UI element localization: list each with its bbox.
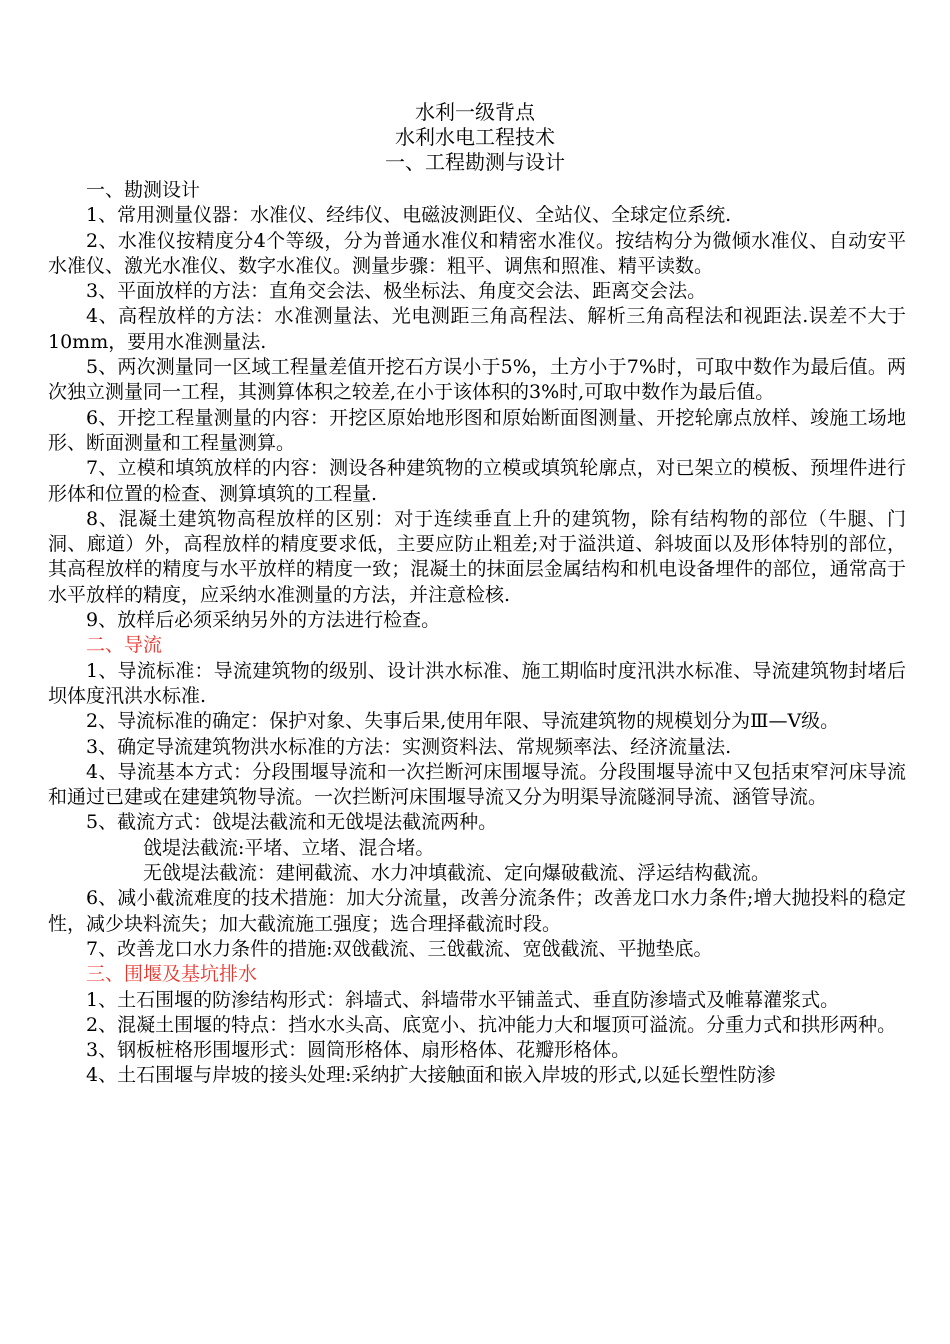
paragraph: 2、混凝土围堰的特点：挡水水头高、底宽小、抗冲能力大和堰顶可溢流。分重力式和拱形两种。 bbox=[86, 1013, 897, 1036]
paragraph: 7、改善龙口水力条件的措施:双戗截流、三戗截流、宽戗截流、平抛垫底。 bbox=[86, 937, 713, 960]
paragraph: 4、导流基本方式：分段围堰导流和一次拦断河床围堰导流。分段围堰导流中又包括束窄河床导流和通过已建或在建建筑物导流。一次拦断河床围堰导流又分为明渠导流隧洞导流、涵管导流。 bbox=[48, 760, 906, 809]
paragraph: 6、减小截流难度的技术措施：加大分流量，改善分流条件；改善龙口水力条件;增大抛投料的稳定性，减少块料流失；加大截流施工强度；选合理择截流时段。 bbox=[48, 887, 906, 935]
paragraph: 5、截流方式：戗堤法截流和无戗堤法截流两种。 bbox=[86, 811, 498, 834]
paragraph: 4、高程放样的方法：水准测量法、光电测距三角高程法、解析三角高程法和视距法.误差不大于10mm，要用水准测量法. bbox=[48, 305, 906, 353]
paragraph: 3、平面放样的方法：直角交会法、极坐标法、角度交会法、距离交会法。 bbox=[86, 280, 707, 303]
paragraph: 3、确定导流建筑物洪水标准的方法：实测资料法、常规频率法、经济流量法. bbox=[86, 735, 732, 758]
paragraph: 1、导流标准：导流建筑物的级别、设计洪水标准、施工期临时度汛洪水标准、导流建筑物封堵后坝体度汛洪水标准. bbox=[48, 659, 906, 707]
doc-title: 水利一级背点 bbox=[415, 100, 535, 124]
paragraph: 3、钢板桩格形围堰形式：圆筒形格体、扇形格体、花瓣形格体。 bbox=[86, 1039, 631, 1062]
paragraph: 1、常用测量仪器：水准仪、经纬仪、电磁波测距仪、全站仪、全球定位系统. bbox=[86, 204, 732, 227]
section-heading-survey: 一、勘测设计 bbox=[86, 179, 201, 201]
section-heading-diversion: 二、导流 bbox=[86, 634, 163, 657]
paragraph: 1、土石围堰的防渗结构形式：斜墙式、斜墙带水平铺盖式、垂直防渗墙式及帷幕灌浆式。 bbox=[86, 988, 840, 1011]
sub-paragraph: 无戗堤法截流：建闸截流、水力冲填截流、定向爆破截流、浮运结构截流。 bbox=[143, 862, 771, 885]
paragraph: 2、水准仪按精度分4个等级，分为普通水准仪和精密水准仪。按结构分为微倾水准仪、自动安平水准仪、激光水准仪、数字水准仪。测量步骤：粗平、调焦和照准、精平读数。 bbox=[48, 229, 906, 277]
doc-subtitle: 水利水电工程技术 bbox=[395, 125, 555, 149]
paragraph: 2、导流标准的确定：保护对象、失事后果,使用年限、导流建筑物的规模划分为Ⅲ—Ⅴ级。 bbox=[86, 710, 840, 733]
paragraph: 5、两次测量同一区域工程量差值开挖石方误小于5%，土方小于7%时，可取中数作为最后值。两次独立测量同一工程，其测算体积之较差,在小于该体积的3%时,可取中数作为最后值。 bbox=[48, 356, 906, 404]
paragraph: 9、放样后必须采纳另外的方法进行检查。 bbox=[86, 609, 441, 632]
section-heading-cofferdam: 三、围堰及基坑排水 bbox=[86, 963, 258, 986]
chapter-title: 一、工程勘测与设计 bbox=[385, 150, 565, 174]
sub-paragraph: 戗堤法截流:平堵、立堵、混合堵。 bbox=[143, 836, 435, 859]
paragraph: 8、混凝土建筑物高程放样的区别：对于连续垂直上升的建筑物，除有结构物的部位（牛腿、门洞、廊道）外，高程放样的精度要求低，主要应防止粗差;对于溢洪道、斜坡面以及形体特别的部位，其高程放样的精度与水平放样的精度一致；混凝土的抹面层金属结构和机电设备埋件的部位，通常高于水平放样的精度，应采纳水准测量的方法，并注意检核. bbox=[48, 507, 906, 606]
document-body bbox=[48, 178, 906, 1089]
paragraph: 4、土石围堰与岸坡的接头处理:采纳扩大接触面和嵌入岸坡的形式,以延长塑性防渗 bbox=[86, 1064, 776, 1087]
paragraph: 7、立模和填筑放样的内容：测设各种建筑物的立模或填筑轮廓点，对已架立的模板、预埋件进行形体和位置的检查、测算填筑的工程量. bbox=[48, 457, 906, 505]
paragraph: 6、开挖工程量测量的内容：开挖区原始地形图和原始断面图测量、开挖轮廓点放样、竣施工场地形、断面测量和工程量测算。 bbox=[48, 406, 906, 454]
